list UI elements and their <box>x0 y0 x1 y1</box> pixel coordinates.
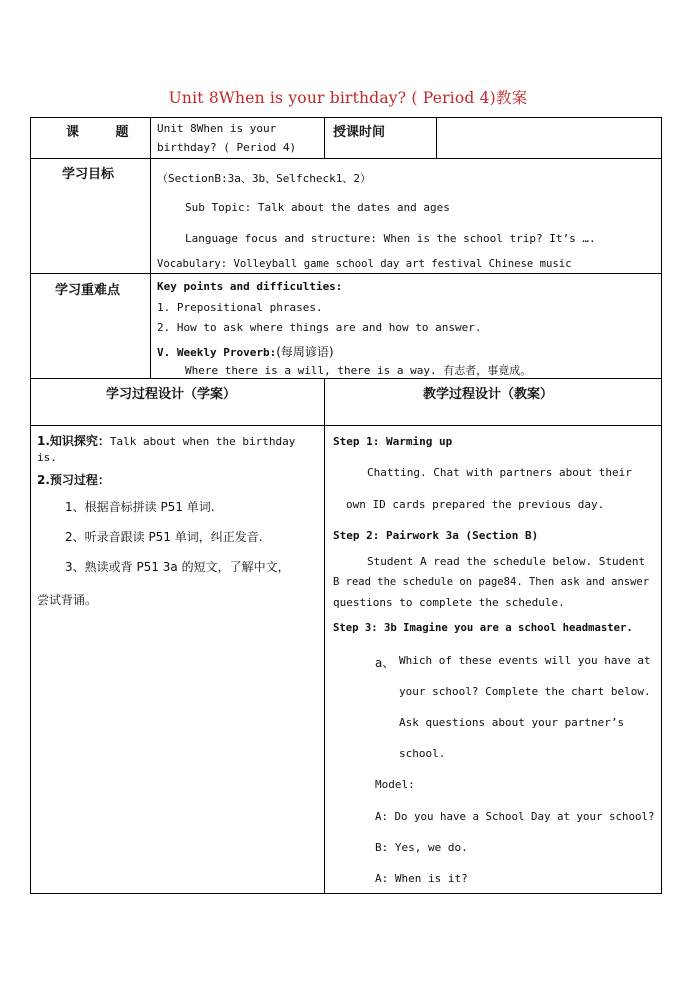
objectives-vocabulary: Vocabulary: Volleyball game school day art festival Chinese music <box>157 258 572 270</box>
left-step-3-line1: 3、熟读或背 P51 3a 的短文，了解中文， <box>65 560 290 574</box>
weekly-proverb-label: V. Weekly Proverb: <box>157 346 277 359</box>
weekly-proverb-text: Where there is a will, there is a way. 有志者，事竟成。 <box>185 364 532 377</box>
key-point-2: 2. How to ask where things are and how to answer. <box>157 321 482 334</box>
left-item-1-text-cont: is. <box>37 451 57 464</box>
step2-line1: Student A read the schedule below. Student <box>367 555 646 568</box>
step2-line2: B read the schedule on page84. Then ask and answer <box>333 576 650 588</box>
objectives-sections: （SectionB:3a、3b、Selfcheck1、2） <box>157 172 371 185</box>
step3-title: Step 3: 3b Imagine you are a school headmaster. <box>333 622 633 634</box>
key-point-1: 1. Prepositional phrases. <box>157 301 323 314</box>
left-step-1: 1、根据音标拼读 P51 单词. <box>65 500 215 514</box>
step2-title: Step 2: Pairwork 3a (Section B) <box>333 529 539 542</box>
objectives-sub-topic: Sub Topic: Talk about the dates and ages <box>185 201 450 214</box>
step1-line2: own ID cards prepared the previous day. <box>346 498 605 511</box>
step3-a-line3: Ask questions about your partner’s <box>399 716 625 729</box>
objectives-language-focus: Language focus and structure: When is the school trip? It’s …. <box>185 232 596 245</box>
topic-label: 课 题 <box>66 125 145 140</box>
time-label: 授课时间 <box>333 125 386 140</box>
dialog-line-3: A: When is it? <box>375 872 468 885</box>
topic-value-line1: Unit 8When is your <box>157 122 277 135</box>
step3-a-label: a、 <box>375 656 395 670</box>
left-item-2-label: 2.预习过程： <box>37 473 110 487</box>
step2-line3: questions to complete the schedule. <box>333 596 565 609</box>
step1-title: Step 1: Warming up <box>333 435 453 448</box>
teacher-plan-header: 教学过程设计（教案） <box>423 387 554 402</box>
dialog-line-2: B: Yes, we do. <box>375 841 468 854</box>
student-plan-header: 学习过程设计（学案） <box>106 387 237 402</box>
topic-value-line2: birthday? ( Period 4) <box>157 141 297 154</box>
left-item-1-label: 1.知识探究： <box>37 434 110 448</box>
dialog-line-1: A: Do you have a School Day at your school? <box>375 810 655 823</box>
key-points-heading: Key points and difficulties: <box>157 280 343 293</box>
key-points-label: 学习重难点 <box>55 283 121 298</box>
objectives-label: 学习目标 <box>62 167 115 182</box>
step3-a-line2: your school? Complete the chart below. <box>399 685 651 698</box>
step1-line1: Chatting. Chat with partners about their <box>367 466 632 479</box>
document-title: Unit 8When is your birthday? ( Period 4)教案 <box>168 89 528 107</box>
left-item-1-text: Talk about when the birthday <box>109 435 296 448</box>
step3-a-line4: school. <box>399 747 446 760</box>
left-step-3-line2: 尝试背诵。 <box>37 593 98 607</box>
model-label: Model: <box>375 778 415 791</box>
weekly-proverb-heading <box>157 341 334 360</box>
left-step-2: 2、听录音跟读 P51 单词，纠正发音. <box>65 530 263 544</box>
left-item-1 <box>37 430 295 449</box>
step3-a-line1: Which of these events will you have at <box>399 654 651 667</box>
weekly-proverb-cn: (每周谚语) <box>276 345 334 359</box>
